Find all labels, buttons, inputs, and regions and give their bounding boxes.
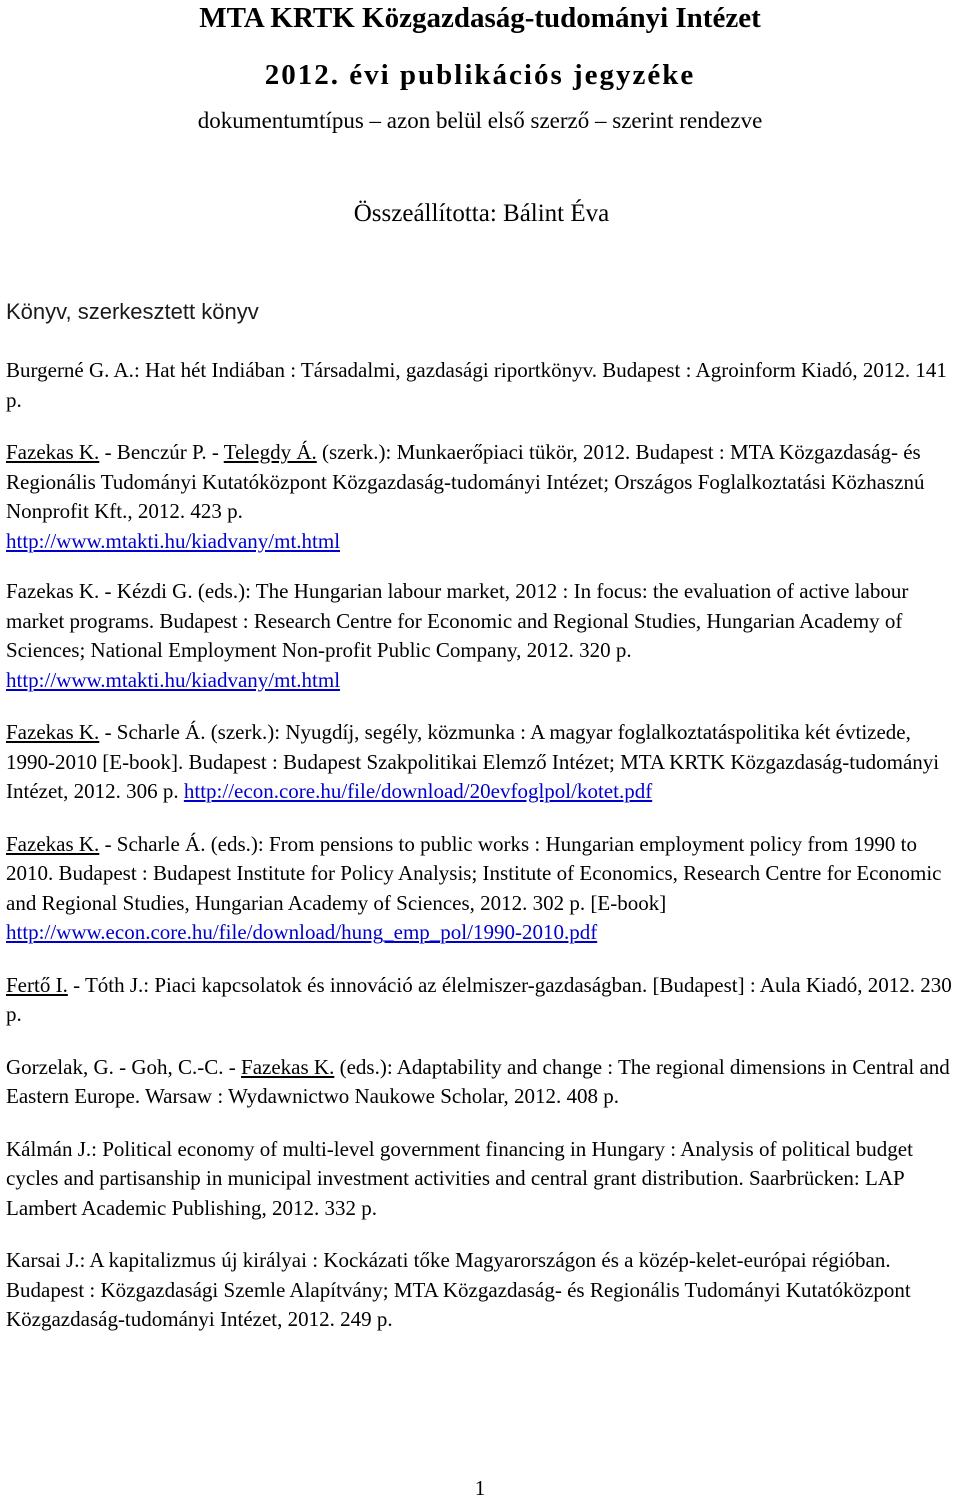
entry-author[interactable]: Fazekas K. — [241, 1054, 335, 1079]
entry-url-link[interactable]: http://econ.core.hu/file/download/20evfoglpol/kotet.pdf — [183, 779, 653, 803]
publication-entry — [6, 718, 954, 807]
entry-text: : Political economy of multi-level government financing in Hungary : Analysis of political budget cycles and partisanship in municipal investment activities and central grant distribution. Saarbrücken: LAP Lambert Academic Publishing, 2012. 332 p. — [6, 1136, 913, 1220]
entry-text: - Tóth J.: Piaci kapcsolatok és innováció az élelmiszer-gazdaságban. [Budapest] : Aula Kiadó, 2012. 230 p. — [6, 972, 952, 1026]
publication-entry — [6, 1135, 954, 1224]
publication-list — [6, 356, 954, 1358]
publication-entry — [6, 971, 954, 1030]
entry-text: (eds.): The Hungarian labour market, 2012 : In focus: the evaluation of active labour market programs. Budapest : Research Centre for Economic and Regional Studies, Hungarian Academy of Sciences; National Employment Non-profit Public Company, 2012. 320 p. — [6, 579, 909, 662]
arrangement-note: dokumentumtípus – azon belül első szerző – szerint rendezve — [197, 108, 763, 133]
publication-entry — [6, 577, 954, 695]
entry-separator: - Benczúr P. - — [99, 440, 224, 464]
entry-author[interactable]: Telegdy Á. — [223, 440, 317, 464]
entry-author: Burgerné G. A. — [6, 358, 134, 382]
entry-author: Karsai J. — [6, 1248, 80, 1272]
page-number: 1 — [474, 1476, 486, 1500]
entry-author[interactable]: Fertő I. — [6, 972, 68, 997]
entry-author[interactable]: Fazekas K. — [6, 831, 100, 856]
entry-url-link[interactable]: http://www.mtakti.hu/kiadvany/mt.html — [6, 667, 341, 692]
entry-text: (szerk.): Munkaerőpiaci tükör, 2012. Budapest : MTA Közgazdaság- és Regionális Tudományi Kutatóközpont Közgazdaság-tudományi Intézet; Országos Foglalkoztatási Közhasznú Nonprofit Kft., 2012. 423 p. — [6, 440, 925, 523]
entry-text: - Scharle Á. (szerk.): Nyugdíj, segély, közmunka : A magyar foglalkoztatáspolitika két évtizede, 1990-2010 [E-book]. Budapest : Budapest Szakpolitikai Elemző Intézet; MTA KRTK Közgazdaság-tudományi Intézet, 2012. 306 p. — [6, 720, 940, 803]
publication-entry — [6, 1246, 954, 1335]
entry-prefix: Gorzelak, G. - Goh, C.-C. - — [6, 1054, 242, 1079]
entry-url-link[interactable]: http://www.econ.core.hu/file/download/hung_emp_pol/1990-2010.pdf — [6, 920, 598, 944]
publication-entry — [6, 830, 954, 948]
entry-text: : A kapitalizmus új királyai : Kockázati tőke Magyarországon és a közép-kelet-európai régióban. Budapest : Közgazdasági Szemle Alapítvány; MTA Közgazdaság- és Regionális Tudományi Kutatóközpont Közgazdaság-tudományi Intézet, 2012. 249 p. — [6, 1248, 911, 1331]
entry-text: - Scharle Á. (eds.): From pensions to public works : Hungarian employment policy from 1990 to 2010. Budapest : Budapest Institute for Policy Analysis; Institute of Economics, Research Centre for Economic and Regional Studies, Hungarian Academy of Sciences, 2012. 302 p. [E-book] — [6, 831, 942, 915]
document-title: MTA KRTK Közgazdaság-tudományi Intézet — [199, 2, 761, 34]
document-subtitle: 2012. évi publikációs jegyzéke — [264, 59, 696, 91]
entry-text: (eds.): Adaptability and change : The regional dimensions in Central and Eastern Europe. Warsaw : Wydawnictwo Naukowe Scholar, 2012. 408 p. — [6, 1054, 950, 1108]
entry-author[interactable]: Fazekas K. — [6, 720, 100, 744]
publication-entry — [6, 438, 954, 556]
section-heading: Könyv, szerkesztett könyv — [6, 299, 259, 324]
entry-url-link[interactable]: http://www.mtakti.hu/kiadvany/mt.html — [6, 528, 341, 553]
compiled-by-text: Összeállította: Bálint Éva — [353, 200, 610, 227]
publication-entry — [6, 356, 954, 415]
compiled-by — [0, 198, 960, 230]
entry-author: Kálmán J. — [6, 1136, 92, 1161]
entry-author: Fazekas K. - Kézdi G. — [6, 579, 193, 603]
publication-entry — [6, 1053, 954, 1112]
entry-author[interactable]: Fazekas K. — [6, 440, 100, 464]
entry-text: : Hat hét Indiában : Társadalmi, gazdasági riportkönyv. Budapest : Agroinform Kiadó, 2012. 141 p. — [6, 358, 947, 412]
